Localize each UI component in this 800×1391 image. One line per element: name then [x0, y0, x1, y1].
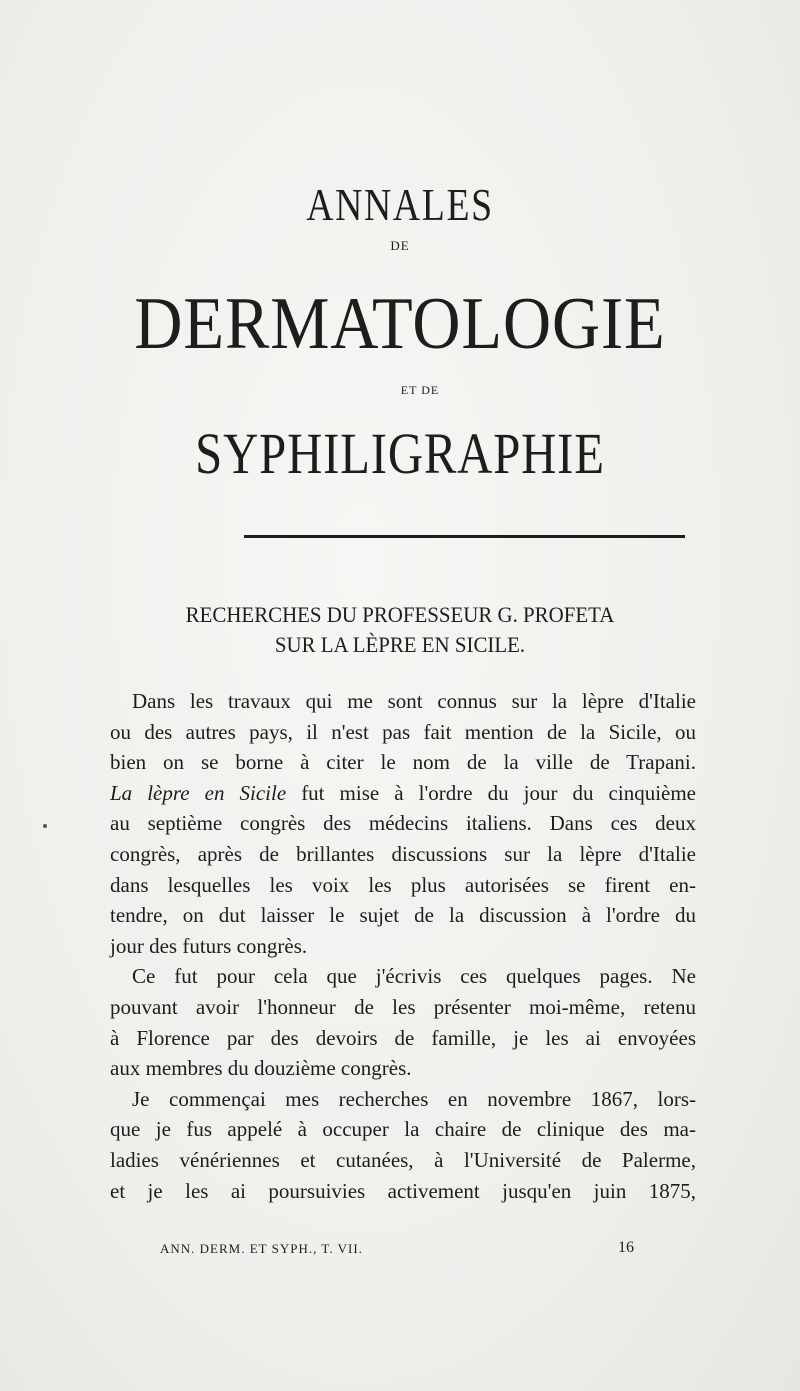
- body-line-italic: [110, 778, 696, 809]
- title-rule: [244, 535, 685, 538]
- article-title: [20, 600, 780, 660]
- journal-title-syphiligraphie: SYPHILIGRAPHIE: [195, 421, 605, 486]
- ink-speck: [43, 824, 47, 828]
- body-line: dans lesquelles les voix les plus autorisées se firent en-: [110, 872, 696, 897]
- footer-journal: ANN. DERM. ET SYPH., T. VII.: [160, 1241, 363, 1256]
- body-line: pouvant avoir l'honneur de les présenter moi-même, retenu: [110, 994, 696, 1019]
- body-line: jour des futurs congrès.: [110, 933, 308, 958]
- body-line: ladies vénériennes et cutanées, à l'Université de Palerme,: [110, 1147, 696, 1172]
- body-line: congrès, après de brillantes discussions sur la lèpre d'Italie: [110, 841, 696, 866]
- body-line: aux membres du douzième congrès.: [110, 1056, 412, 1081]
- article-title-line-1: RECHERCHES DU PROFESSEUR G. PROFETA: [185, 602, 615, 627]
- journal-title-et-de: ET DE: [400, 383, 440, 397]
- body-line: Je commençai mes recherches en novembre 1867, lors-: [132, 1086, 696, 1111]
- italic-phrase: La lèpre en Sicile: [110, 780, 287, 805]
- article-body: [110, 686, 696, 1206]
- journal-title-dermatologie: DERMATOLOGIE: [134, 283, 666, 365]
- body-line-rest: fut mise à l'ordre du jour du cinquième: [301, 780, 697, 805]
- body-line: bien on se borne à citer le nom de la ville de Trapani.: [110, 750, 696, 775]
- body-line: tendre, on dut laisser le sujet de la discussion à l'ordre du: [110, 903, 696, 928]
- body-line: Dans les travaux qui me sont connus sur la lèpre d'Italie: [132, 689, 696, 713]
- article-title-line-2: SUR LA LÈPRE EN SICILE.: [274, 632, 526, 657]
- body-line: et je les ai poursuivies activement jusqu'en juin 1875,: [110, 1178, 696, 1203]
- body-line: que je fus appelé à occuper la chaire de clinique des ma-: [110, 1117, 696, 1142]
- body-line: ou des autres pays, il n'est pas fait mention de la Sicile, ou: [110, 719, 696, 744]
- footer-page-number: 16: [618, 1239, 634, 1256]
- body-line: Ce fut pour cela que j'écrivis ces quelques pages. Ne: [132, 964, 696, 989]
- journal-title-de: DE: [390, 238, 410, 253]
- body-line: à Florence par des devoirs de famille, je les ai envoyées: [110, 1025, 696, 1050]
- journal-title-annales: ANNALES: [306, 179, 494, 230]
- body-line: au septième congrès des médecins italiens. Dans ces deux: [110, 811, 696, 836]
